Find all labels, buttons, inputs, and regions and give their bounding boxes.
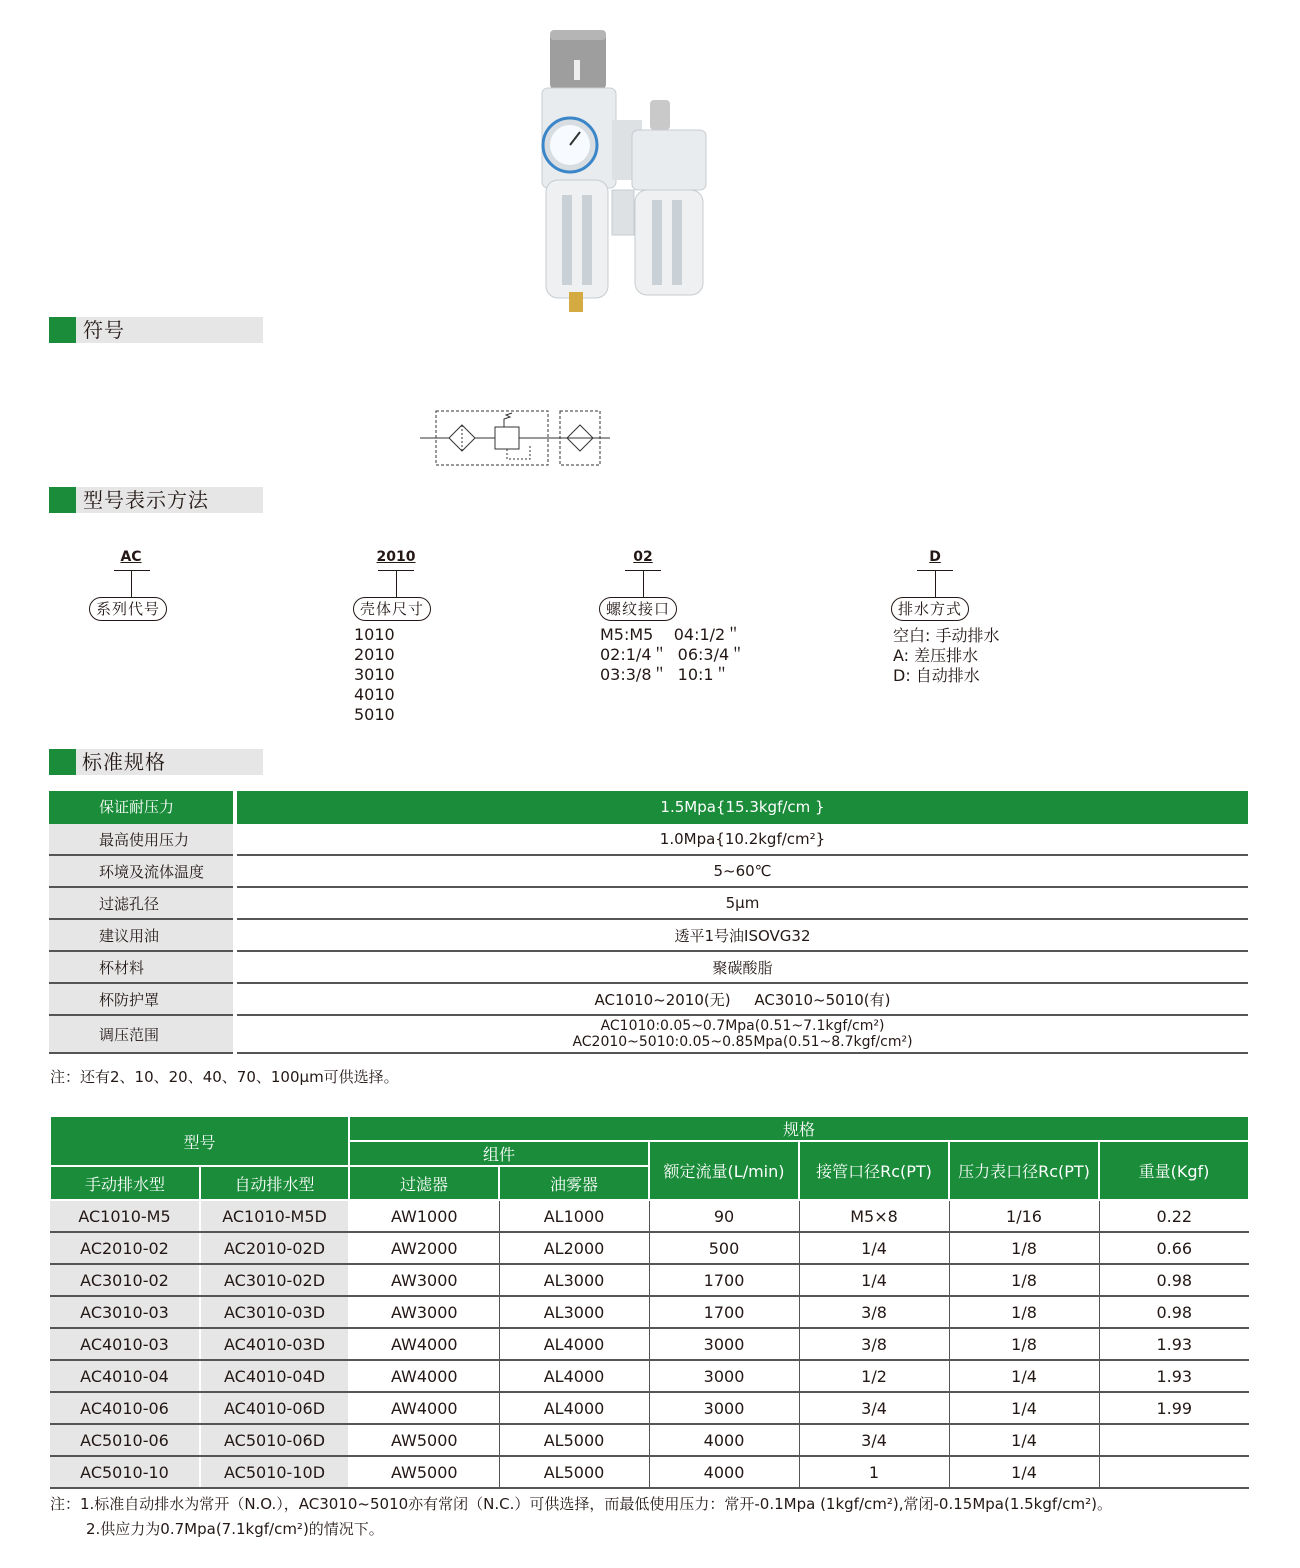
table-cell: AW3000 [349,1296,499,1328]
spec-value: 透平1号油ISOVG32 [235,919,1248,951]
header-flow: 额定流量(L/min) [649,1141,799,1200]
option-item: 3010 [354,665,395,684]
table-cell: 3000 [649,1392,799,1424]
table-cell: 1700 [649,1264,799,1296]
section-marker [49,487,76,513]
table-cell: 1.99 [1099,1392,1249,1424]
table-cell: AC4010-06D [200,1392,349,1424]
code-size [371,549,421,565]
section-title: 标准规格 [82,750,166,774]
table-cell: AC5010-06 [50,1424,200,1456]
table-cell: 1/4 [949,1392,1099,1424]
header-weight: 重量(Kgf) [1099,1141,1249,1200]
header-model: 型号 [50,1116,349,1166]
table-cell: AC5010-06D [200,1424,349,1456]
spec-value: 聚碳酸脂 [235,951,1248,983]
table-cell: AC4010-03D [200,1328,349,1360]
option-item: 空白: 手动排水 [893,626,1000,645]
table-cell: AW4000 [349,1328,499,1360]
footnote: 2.供应力为0.7Mpa(7.1kgf/cm²)的情况下。 [86,1520,384,1538]
section-header-symbol [49,317,263,343]
table-cell: 1 [799,1456,949,1488]
table-cell: 0.22 [1099,1200,1249,1232]
table-cell: 500 [649,1232,799,1264]
table-cell: AC3010-02D [200,1264,349,1296]
table-cell: 90 [649,1200,799,1232]
spec-row [49,951,1248,983]
code-series-label: 系列代号 [89,597,167,621]
table-cell: 1.93 [1099,1328,1249,1360]
table-cell [1099,1456,1249,1488]
code-connector [131,570,132,597]
header-port: 接管口径Rc(PT) [799,1141,949,1200]
model-table-body [50,1200,1249,1488]
table-cell: 1/4 [799,1232,949,1264]
table-cell: AC3010-02 [50,1264,200,1296]
code-drain [918,549,952,565]
table-cell: 0.98 [1099,1296,1249,1328]
table-cell: 3000 [649,1328,799,1360]
section-header-model-code [49,487,263,513]
table-cell: AC4010-04 [50,1360,200,1392]
table-cell: 1700 [649,1296,799,1328]
table-cell [1099,1424,1249,1456]
header-spec: 规格 [349,1116,1249,1141]
product-image [520,20,720,320]
table-cell: 3/8 [799,1328,949,1360]
spec-value: 5μm [235,887,1248,919]
code-connector [396,570,397,597]
code-thread-options [600,625,745,685]
table-cell: 0.98 [1099,1264,1249,1296]
option-item: 02:1/4＂ 06:3/4＂ [600,645,746,664]
spec-row [49,919,1248,951]
code-thread-label: 螺纹接口 [599,597,677,621]
table-cell: 1/8 [949,1264,1099,1296]
spec-value: 1.0Mpa{10.2kgf/cm²} [235,823,1248,855]
table-cell: 1/8 [949,1328,1099,1360]
table-cell: 1/8 [949,1232,1099,1264]
table-cell: AL4000 [499,1360,649,1392]
spec-row [49,855,1248,887]
spec-row [49,983,1248,1015]
table-cell: 1/4 [949,1360,1099,1392]
section-title: 型号表示方法 [83,488,209,512]
table-row [50,1456,1249,1488]
table-cell: 1/16 [949,1200,1099,1232]
option-item: 4010 [354,685,395,704]
code-thread-value: 02 [633,549,653,565]
table-cell: 1/4 [949,1424,1099,1456]
spec-value: 5~60℃ [235,855,1248,887]
spec-value-line: AC2010~5010:0.05~0.85Mpa(0.51~8.7kgf/cm²) [572,1034,913,1050]
table-cell: AC5010-10D [200,1456,349,1488]
table-cell: 1.93 [1099,1360,1249,1392]
table-cell: 0.66 [1099,1232,1249,1264]
section-marker [49,317,76,343]
code-size-options [354,625,395,725]
table-cell: 3/8 [799,1296,949,1328]
table-cell: AC3010-03 [50,1296,200,1328]
table-cell: AC4010-06 [50,1392,200,1424]
spec-key: 最高使用压力 [49,823,235,855]
spec-row [49,1015,1248,1053]
table-row [50,1360,1249,1392]
spec-value-multiline [235,1015,1248,1053]
header-manual: 手动排水型 [50,1166,200,1200]
footnotes [50,1492,1112,1542]
section-title: 符号 [83,318,125,342]
footnote: 注：1.标准自动排水为常开（N.O.），AC3010~5010亦有常闭（N.C.）可供选择，而最低使用压力：常开-0.1Mpa (1kgf/cm²),常闭-0.15Mpa(1.5kgf/cm²)。 [50,1495,1112,1513]
table-cell: AW1000 [349,1200,499,1232]
spec-key: 杯防护罩 [49,983,235,1015]
table-cell: AL3000 [499,1296,649,1328]
option-item: 03:3/8＂ 10:1＂ [600,665,730,684]
spec-key: 过滤孔径 [49,887,235,919]
table-cell: AC2010-02 [50,1232,200,1264]
code-series [108,549,154,565]
table-cell: AC4010-03 [50,1328,200,1360]
section-marker [49,749,76,775]
code-drain-label: 排水方式 [891,597,969,621]
option-item: 5010 [354,705,395,724]
code-connector [643,570,644,597]
section-header-spec [49,749,263,775]
table-row [50,1200,1249,1232]
table-row [50,1392,1249,1424]
spec-row [49,823,1248,855]
code-connector [114,570,150,571]
header-auto: 自动排水型 [200,1166,349,1200]
table-cell: 1/8 [949,1296,1099,1328]
spec-value-line: AC1010:0.05~0.7Mpa(0.51~7.1kgf/cm²) [600,1018,885,1034]
code-size-label: 壳体尺寸 [353,597,431,621]
table-cell: AL5000 [499,1456,649,1488]
table-cell: 4000 [649,1424,799,1456]
table-row [50,1296,1249,1328]
table-row [50,1424,1249,1456]
spec-note: 注：还有2、10、20、40、70、100μm可供选择。 [50,1068,399,1086]
option-item: 2010 [354,645,395,664]
table-row [50,1232,1249,1264]
code-drain-options [893,626,999,686]
code-connector [935,570,936,597]
spec-key: 保证耐压力 [49,791,235,823]
table-cell: 1/2 [799,1360,949,1392]
spec-key: 杯材料 [49,951,235,983]
table-cell: M5×8 [799,1200,949,1232]
table-cell: 3/4 [799,1424,949,1456]
table-cell: 4000 [649,1456,799,1488]
option-item: M5:M5 04:1/2＂ [600,625,742,644]
header-component: 组件 [349,1141,649,1166]
table-cell: AL4000 [499,1328,649,1360]
pneumatic-symbol-diagram [420,405,610,470]
spec-value: 1.5Mpa{15.3kgf/cm } [235,791,1248,823]
model-table [49,1115,1250,1489]
table-cell: AC3010-03D [200,1296,349,1328]
option-item: A: 差压排水 [893,646,979,665]
spec-key: 环境及流体温度 [49,855,235,887]
spec-row [49,791,1248,823]
spec-value: AC1010~2010(无) AC3010~5010(有) [235,983,1248,1015]
table-cell: AW5000 [349,1456,499,1488]
table-cell: AC4010-04D [200,1360,349,1392]
table-cell: 1/4 [799,1264,949,1296]
table-cell: 1/4 [949,1456,1099,1488]
code-size-value: 2010 [376,549,416,565]
model-header-row [50,1116,1249,1141]
table-cell: AW5000 [349,1424,499,1456]
option-item: 1010 [354,625,395,644]
table-cell: 3000 [649,1360,799,1392]
table-cell: AC1010-M5D [200,1200,349,1232]
table-cell: AW4000 [349,1360,499,1392]
table-cell: AL3000 [499,1264,649,1296]
code-drain-value: D [929,549,941,565]
spec-key: 建议用油 [49,919,235,951]
table-row [50,1328,1249,1360]
table-cell: AL5000 [499,1424,649,1456]
table-cell: AW4000 [349,1392,499,1424]
table-cell: AL4000 [499,1392,649,1424]
table-cell: AW3000 [349,1264,499,1296]
table-cell: 3/4 [799,1392,949,1424]
table-cell: AW2000 [349,1232,499,1264]
spec-table [49,791,1248,1054]
table-cell: AC2010-02D [200,1232,349,1264]
code-thread [621,549,665,565]
header-lubricator: 油雾器 [499,1166,649,1200]
table-row [50,1264,1249,1296]
table-cell: AL1000 [499,1200,649,1232]
table-cell: AL2000 [499,1232,649,1264]
spec-row [49,887,1248,919]
option-item: D: 自动排水 [893,666,980,685]
code-series-value: AC [120,549,142,565]
header-filter: 过滤器 [349,1166,499,1200]
table-cell: AC5010-10 [50,1456,200,1488]
table-cell: AC1010-M5 [50,1200,200,1232]
spec-key: 调压范围 [49,1015,235,1053]
header-gauge: 压力表口径Rc(PT) [949,1141,1099,1200]
